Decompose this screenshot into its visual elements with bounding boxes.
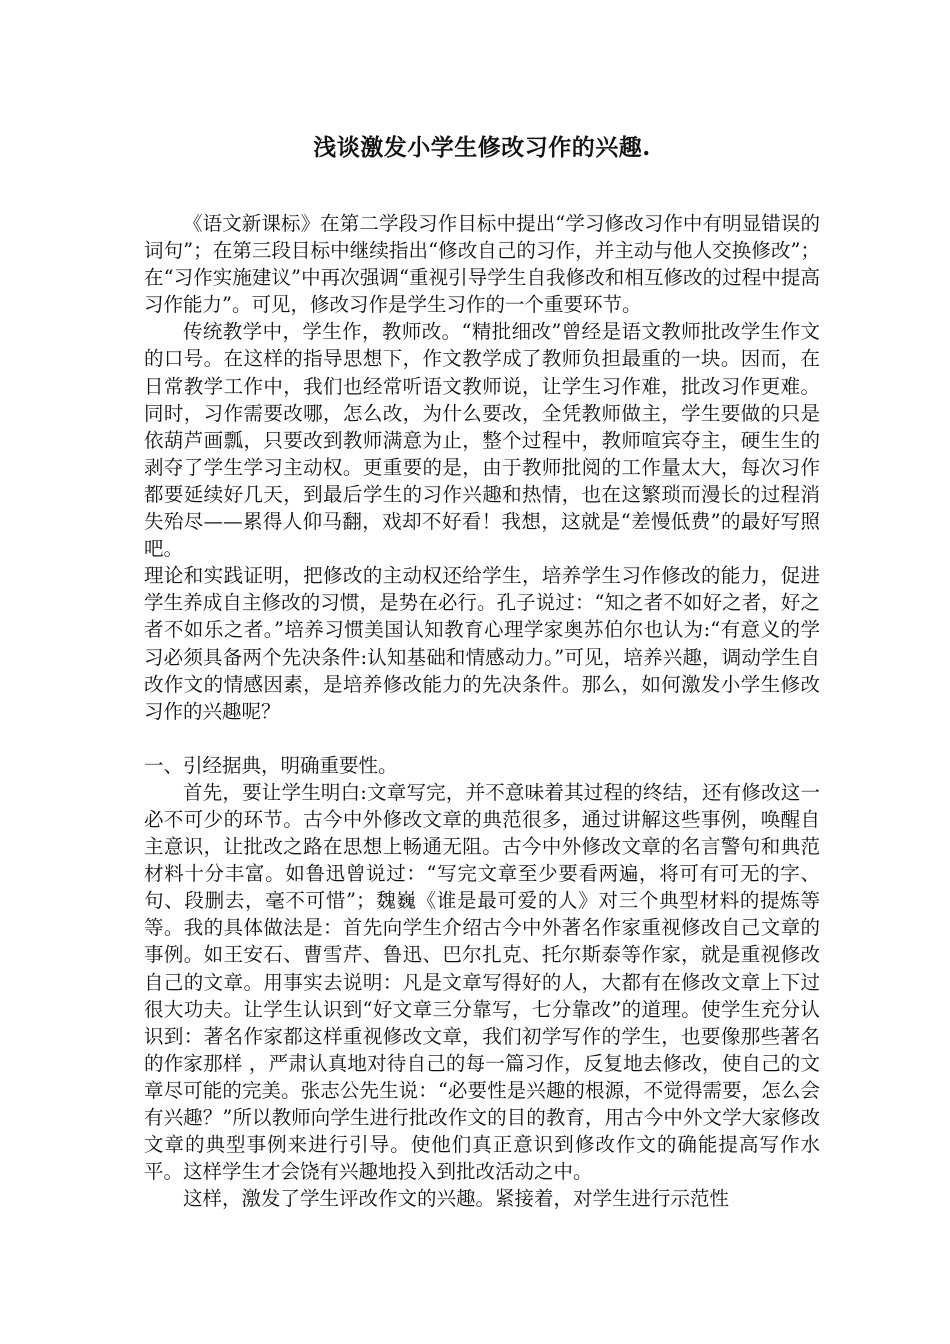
paragraph-first-step: 首先，要让学生明白:文章写完，并不意味着其过程的终结，还有修改这一必不可少的环节。古今中外修改文章的典范很多，通过讲解这些事例，唤醒自主意识，让批改之路在思想上畅通无阻。古今中外修改文章的名言警句和典范材料十分丰富。如鲁迅曾说过：“写完文章至少要看两遍，将可有可无的字、句、段删去，毫不可惜”；魏巍《谁是最可爱的人》对三个典型材料的提炼等等。我的具体做法是：首先向学生介绍古今中外著名作家重视修改自己文章的事例。如王安石、曹雪芹、鲁迅、巴尔扎克、托尔斯泰等作家，就是重视修改自己的文章。用事实去说明：凡是文章写得好的人，大都有在修改文章上下过很大功夫。让学生认识到“好文章三分靠写，七分靠改”的道理。使学生充分认识到：著名作家都这样重视修改文章，我们初学写作的学生，也要像那些著名的作家那样 ，严肃认真地对待自己的每一篇习作，反复地去修改，使自己的文章尽可能的完美。张志公先生说：“必要性是兴趣的根源，不觉得需要，怎么会有兴趣？”所以教师向学生进行批改作文的目的教育，用古今中外文学大家修改文章的典型事例来进行引导。使他们真正意识到修改作文的确能提高写作水平。这样学生才会饶有兴趣地投入到批改活动之中。 (144, 780, 820, 1184)
paragraph-theory-practice: 理论和实践证明，把修改的主动权还给学生，培养学生习作修改的能力，促进学生养成自主修改的习惯，是势在必行。孔子说过：“知之者不如好之者，好之者不如乐之者。”培养习惯美国认知教育心理学家奥苏伯尔也认为:“有意义的学习必须具备两个先决条件:认知基础和情感动力。”可见，培养兴趣，调动学生自改作文的情感因素，是培养修改能力的先决条件。那么，如何激发小学生修改习作的兴趣呢？ (144, 564, 820, 723)
document-title: 浅谈激发小学生修改习作的兴趣. (313, 134, 651, 161)
section-heading-1: 一、引经据典，明确重要性。 (144, 753, 398, 777)
paragraph-traditional-teaching: 传统教学中，学生作，教师改。“精批细改”曾经是语文教师批改学生作文的口号。在这样的指导思想下，作文教学成了教师负担最重的一块。因而，在日常教学工作中，我们也经常听语文教师说，让学生习作难，批改习作更难。同时，习作需要改哪，怎么改，为什么要改，全凭教师做主，学生要做的只是依葫芦画瓢，只要改到教师满意为止，整个过程中，教师喧宾夺主，硬生生的剥夺了学生学习主动权。更重要的是，由于教师批阅的工作量太大，每次习作都要延续好几天，到最后学生的习作兴趣和热情，也在这繁琐而漫长的过程消失殆尽——累得人仰马翻，戏却不好看！我想，这就是“差慢低费”的最好写照吧。 (144, 320, 820, 561)
paragraph-continuation: 这样，激发了学生评改作文的兴趣。紧接着，对学生进行示范性 (183, 1187, 730, 1211)
paragraph-curriculum-standard: 《语文新课标》在第二学段习作目标中提出“学习修改习作中有明显错误的词句”；在第三段目标中继续指出“修改自己的习作，并主动与他人交换修改”；在“习作实施建议”中再次强调“重视引导学生自我修改和相互修改的过程中提高习作能力”。可见，修改习作是学生习作的一个重要环节。 (144, 212, 820, 317)
blank-line (144, 725, 820, 752)
